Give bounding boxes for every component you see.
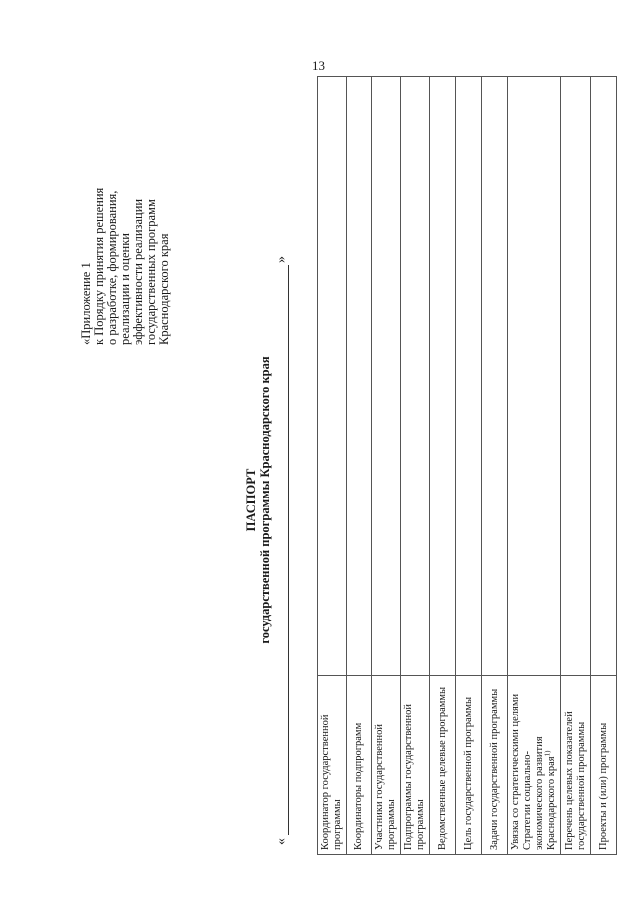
row-value xyxy=(347,77,372,676)
table-row xyxy=(372,77,401,855)
row-value xyxy=(318,77,347,676)
row-value xyxy=(482,77,508,676)
table-row xyxy=(456,77,482,855)
row-label: Участники государственной программы xyxy=(372,676,401,855)
passport-heading xyxy=(244,205,272,795)
appendix-line: о разработке, формирования, xyxy=(105,190,119,345)
table-row xyxy=(482,77,508,855)
row-label xyxy=(508,676,561,855)
row-label: Координатор государственной программы xyxy=(318,676,347,855)
rotated-sheet xyxy=(30,65,610,855)
appendix-line: «Приложение 1 xyxy=(79,262,93,345)
appendix-line: эффективности реализации xyxy=(131,198,145,345)
table-row xyxy=(347,77,372,855)
row-label: Цель государственной программы xyxy=(456,676,482,855)
row-label: Задачи государственной программы xyxy=(482,676,508,855)
row-value xyxy=(456,77,482,676)
page-number: 13 xyxy=(312,58,325,73)
passport-subtitle: государственной программы Краснодарского края xyxy=(258,356,272,644)
footnote-marker: 1) xyxy=(543,750,552,757)
table-row xyxy=(430,77,456,855)
quote-close: » xyxy=(274,256,289,263)
program-name-line xyxy=(274,225,292,845)
passport-title: ПАСПОРТ xyxy=(244,468,258,532)
row-value xyxy=(430,77,456,676)
passport-table xyxy=(317,76,617,855)
appendix-note xyxy=(80,65,171,345)
appendix-line: государственных программ xyxy=(144,199,158,345)
row-value xyxy=(508,77,561,676)
row-value xyxy=(561,77,591,676)
table-row xyxy=(591,77,617,855)
row-label: Перечень целевых показателей государственной программы xyxy=(561,676,591,855)
row-value xyxy=(591,77,617,676)
row-label: Ведомственные целевые программы xyxy=(430,676,456,855)
appendix-line: реализации и оценки xyxy=(118,233,132,345)
table-row xyxy=(508,77,561,855)
row-value xyxy=(372,77,401,676)
row-label: Проекты и (или) программы xyxy=(591,676,617,855)
row-label-text: Увязка со стратегическими целями Стратегии социально-экономического развития Краснодарского края xyxy=(510,693,557,850)
table-row xyxy=(561,77,591,855)
table-row xyxy=(318,77,347,855)
appendix-line: к Порядку принятия решения xyxy=(92,187,106,345)
quote-open: « xyxy=(274,838,289,845)
row-label: Координаторы подпрограмм xyxy=(347,676,372,855)
program-name-underline xyxy=(288,265,289,835)
row-label: Подпрограммы государственной программы xyxy=(401,676,430,855)
table-row xyxy=(401,77,430,855)
appendix-line: Краснодарского края xyxy=(157,233,171,345)
row-value xyxy=(401,77,430,676)
